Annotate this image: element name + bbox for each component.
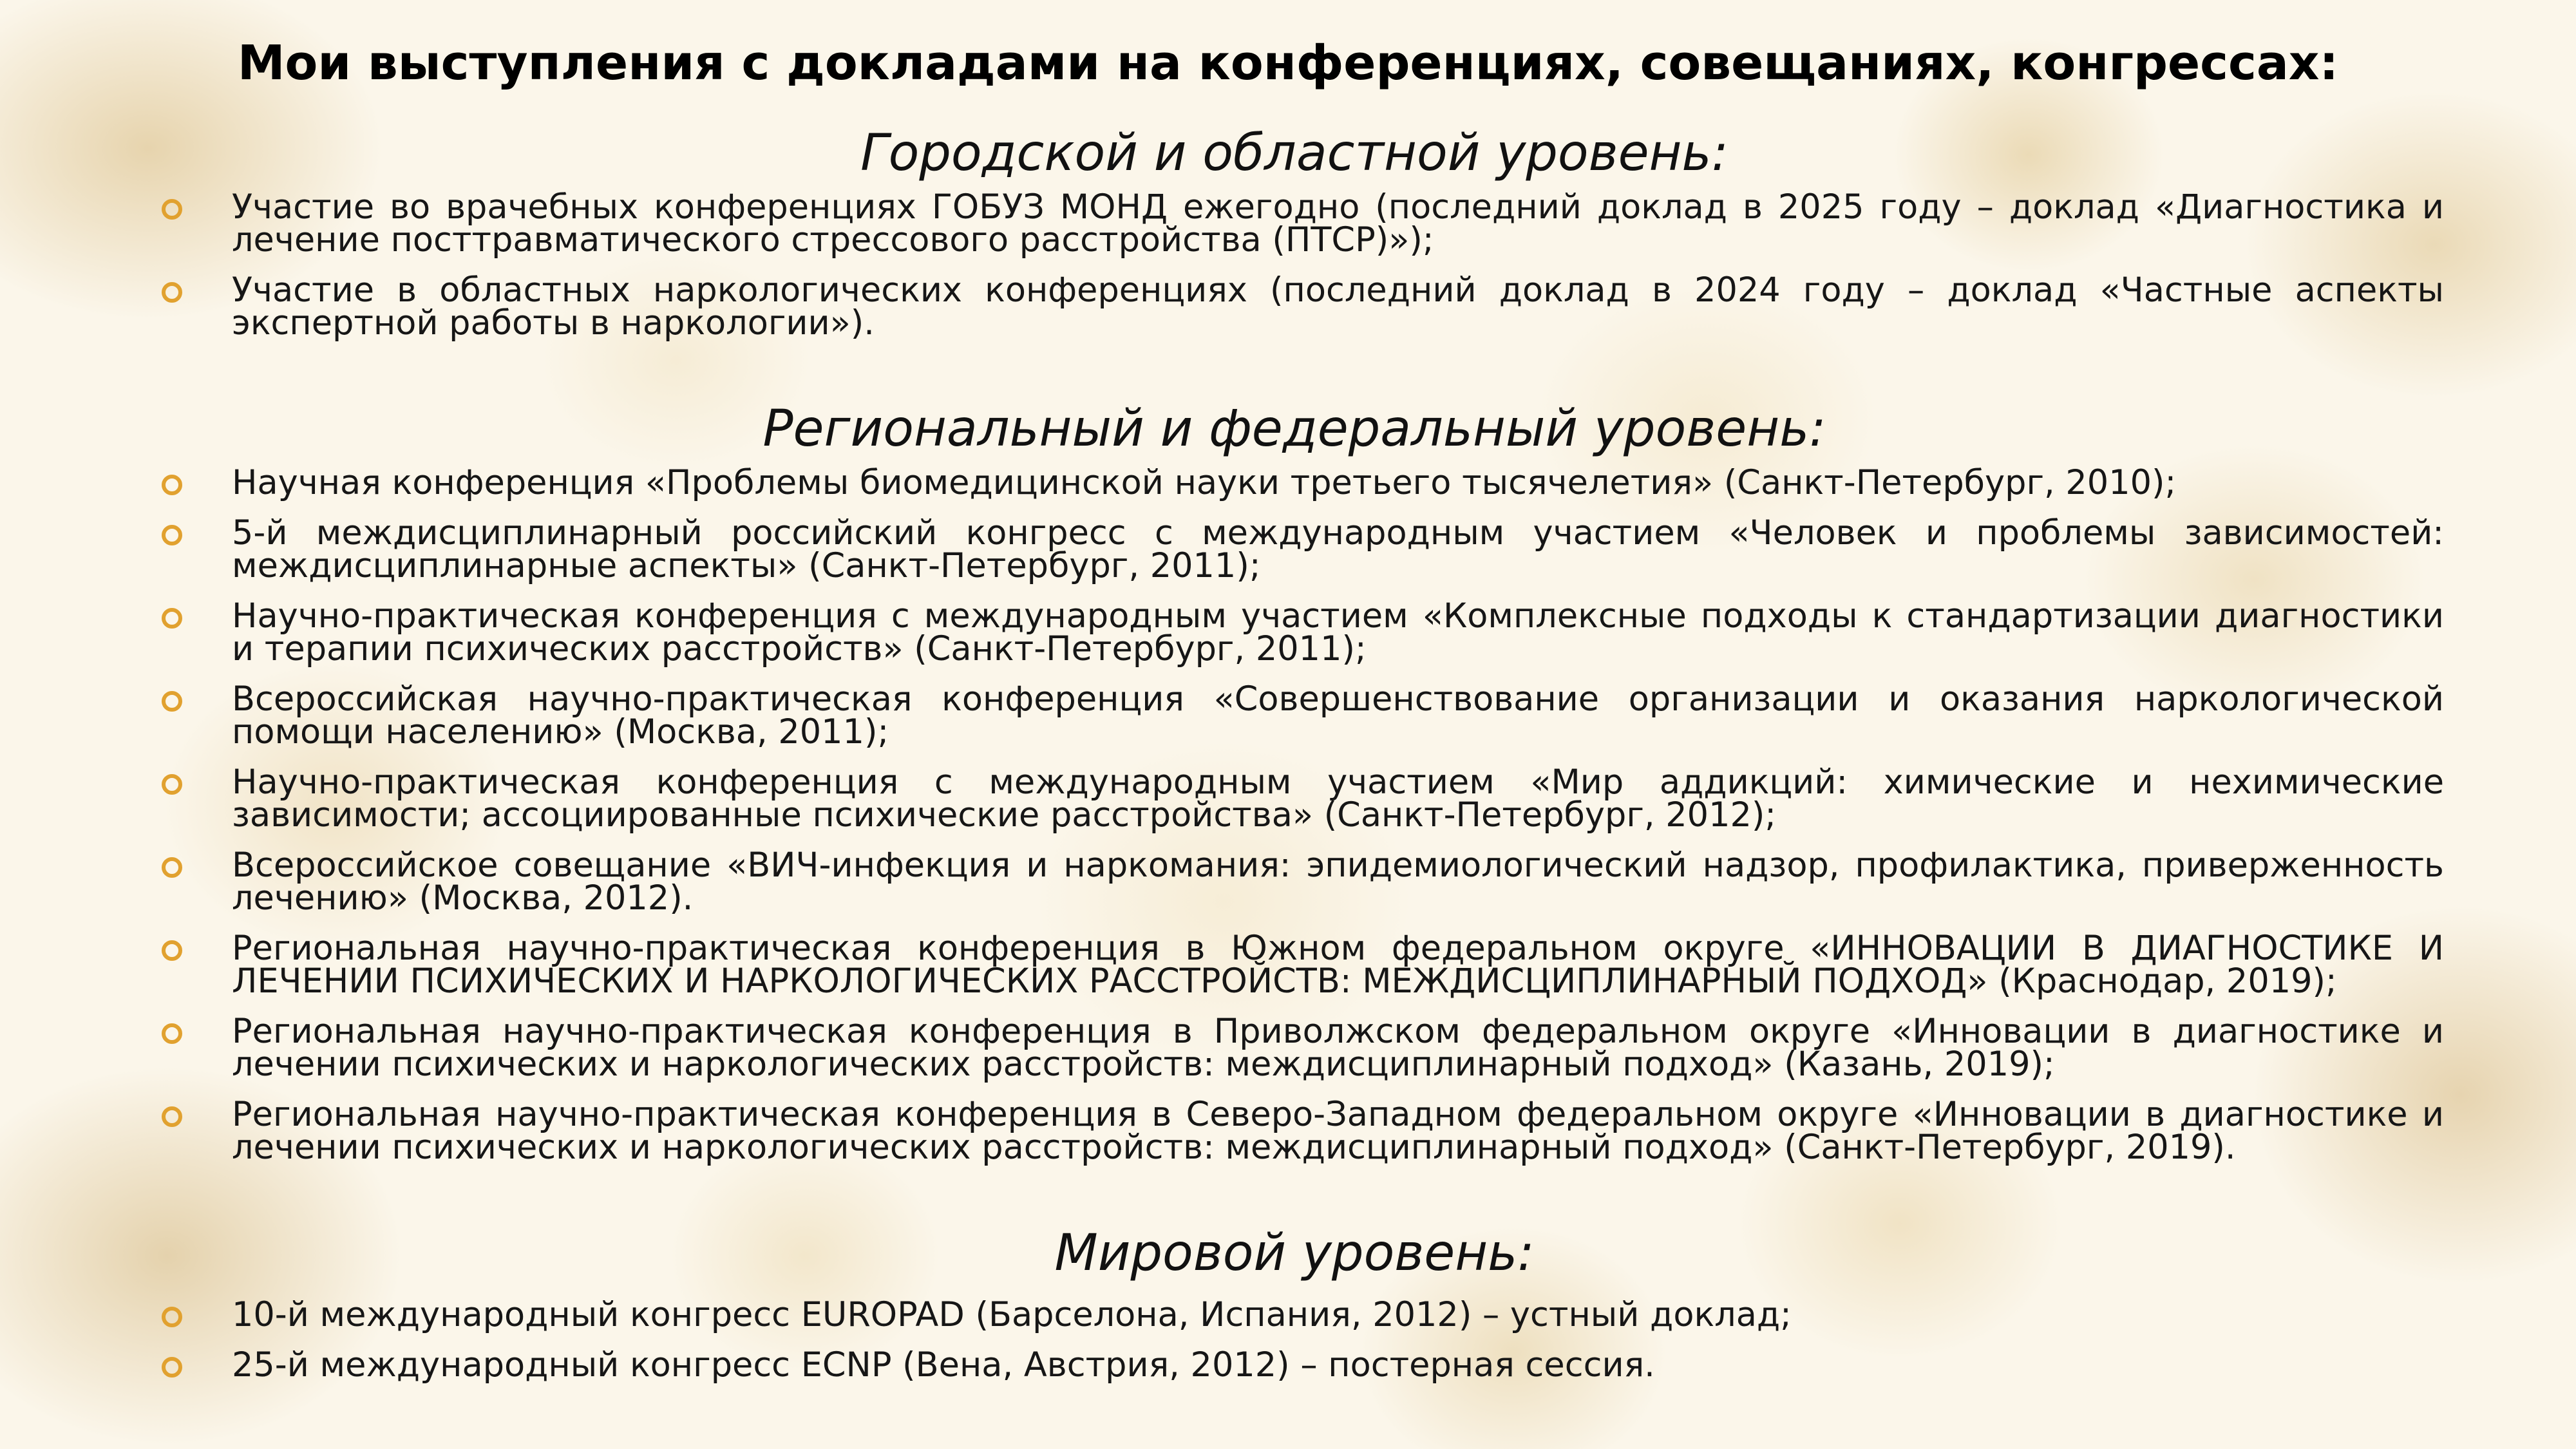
list-item-text: Участие в областных наркологических конференциях (последний доклад в 2024 году – доклад «Частные аспекты экспертной работы в наркологии»). (232, 270, 2444, 343)
list-item-text: 10-й международный конгресс EUROPAD (Барселона, Испания, 2012) – устный доклад; (232, 1295, 1792, 1334)
list-item-text: Научно-практическая конференция с международным участием «Мир аддикций: химические и нехимические зависимости; ассоциированные психические расстройства» (Санкт-Петербург, 2012); (232, 762, 2444, 835)
circle-bullet-icon (160, 281, 184, 304)
circle-bullet-icon (160, 473, 184, 497)
circle-bullet-icon (160, 939, 184, 962)
circle-bullet-icon (160, 198, 184, 221)
circle-bullet-icon (160, 1105, 184, 1128)
list-item-text: Научная конференция «Проблемы биомедицинской науки третьего тысячелетия» (Санкт-Петербург, 2010); (232, 463, 2177, 502)
bullet-list-city-regional (158, 187, 2444, 343)
circle-bullet-icon (160, 856, 184, 879)
list-item (158, 929, 2444, 1001)
circle-bullet-icon (160, 690, 184, 713)
section-heading-federal: Региональный и федеральный уровень: (762, 400, 1826, 458)
list-item (158, 596, 2444, 668)
list-item (158, 1295, 2444, 1334)
list-item (158, 1095, 2444, 1167)
list-item (158, 1345, 2444, 1385)
circle-bullet-icon (160, 1305, 184, 1329)
circle-bullet-icon (160, 773, 184, 796)
circle-bullet-icon (160, 1022, 184, 1045)
list-item-text: Научно-практическая конференция с международным участием «Комплексные подходы к стандартизации диагностики и терапии психических расстройств» (Санкт-Петербург, 2011); (232, 596, 2444, 668)
circle-bullet-icon (160, 1356, 184, 1379)
list-item-text: Всероссийское совещание «ВИЧ-инфекция и наркомания: эпидемиологический надзор, профилактика, приверженность лечению» (Москва, 2012). (232, 846, 2444, 918)
section-heading-world: Мировой уровень: (1054, 1224, 1535, 1282)
list-item (158, 187, 2444, 260)
list-item-text: Региональная научно-практическая конференция в Приволжском федеральном округе «Инновации в диагностике и лечении психических и наркологических расстройств: междисциплинарный подход» (Казань, 2019); (232, 1012, 2444, 1084)
list-item-text: 25-й международный конгресс ECNP (Вена, Австрия, 2012) – постерная сессия. (232, 1345, 1655, 1385)
circle-bullet-icon (160, 524, 184, 547)
bullet-list-world (158, 1295, 2444, 1385)
bullet-list-federal (158, 463, 2444, 1167)
list-item-text: Участие во врачебных конференциях ГОБУЗ МОНД ежегодно (последний доклад в 2025 году – доклад «Диагностика и лечение посттравматического стрессового расстройства (ПТСР)»); (232, 187, 2444, 260)
list-item-text: 5-й междисциплинарный российский конгресс с международным участием «Человек и проблемы зависимостей: междисциплинарные аспекты» (Санкт-Петербург, 2011); (232, 513, 2444, 585)
list-item-text: Всероссийская научно-практическая конференция «Совершенствование организации и оказания наркологической помощи населению» (Москва, 2011); (232, 679, 2444, 752)
circle-bullet-icon (160, 607, 184, 630)
list-item (158, 463, 2444, 502)
list-item (158, 513, 2444, 585)
list-item (158, 270, 2444, 343)
section-heading-city-regional: Городской и областной уровень: (860, 124, 1728, 182)
list-item-text: Региональная научно-практическая конференция в Южном федеральном округе «ИННОВАЦИИ В ДИАГНОСТИКЕ И ЛЕЧЕНИИ ПСИХИЧЕСКИХ И НАРКОЛОГИЧЕСКИХ РАССТРОЙСТВ: МЕЖДИСЦИПЛИНАРНЫЙ ПОДХОД» (Краснодар, 2019); (232, 929, 2444, 1001)
list-item (158, 762, 2444, 835)
list-item (158, 679, 2444, 752)
list-item (158, 1012, 2444, 1084)
list-item (158, 846, 2444, 918)
list-item-text: Региональная научно-практическая конференция в Северо-Западном федеральном округе «Инновации в диагностике и лечении психических и наркологических расстройств: междисциплинарный подход» (Санкт-Петербург, 2019). (232, 1095, 2444, 1167)
page-title: Мои выступления с докладами на конференциях, совещаниях, конгрессах: (237, 35, 2339, 91)
